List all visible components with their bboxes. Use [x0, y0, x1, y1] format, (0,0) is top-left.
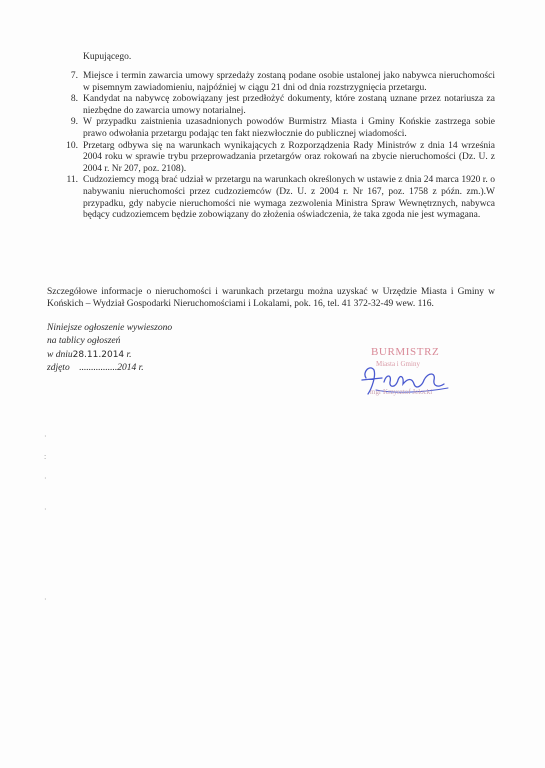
notice-line-4	[47, 362, 297, 375]
removed-date-placeholder: ................2014 r.	[79, 363, 144, 374]
item-number: 9.	[70, 117, 78, 128]
item-text: Miejsce i termin zawarcia umowy sprzedaży zostaną podane osobie ustalonej jako nabywca nieruchomości w pisemnym zawiadomieniu, najpóźniej w ciągu 21 dni od dnia rozstrzygnięcia przetargu.	[83, 71, 495, 93]
item-number: 7.	[70, 71, 78, 81]
list-item	[47, 175, 495, 221]
item-text: W przypadku zaistnienia uzasadnionych powodów Burmistrz Miasta i Gminy Końskie zastrzega sobie prawo odwołania przetargu podając ten fakt niezwłocznie do publicznej wiadomości.	[83, 117, 495, 139]
item-number: 10.	[66, 140, 78, 151]
margin-speck: ·	[44, 474, 47, 483]
notice-line-1: Niniejsze ogłoszenie wywieszono	[47, 323, 173, 333]
notice-line-3	[47, 349, 297, 362]
stamp-title: BURMISTRZ	[371, 346, 440, 358]
item-text: Kandydat na nabywcę zobowiązany jest przedłożyć dokumenty, które zostaną uznane przez notariusza za niezbędne do zawarcia umowy notarialnej.	[83, 94, 495, 116]
contact-info-paragraph: Szczegółowe informacje o nieruchomości i warunkach przetargu można uzyskać w Urzędzie Miasta i Gminy w Końskich – Wydział Gospodarki Nieruchomościami i Lokalami, pok. 16, tel. 41 372-32-49 wew. 116.	[47, 287, 495, 309]
list-item	[47, 141, 495, 176]
list-item	[47, 117, 495, 140]
posted-suffix: r.	[126, 349, 132, 360]
list-item	[47, 71, 495, 94]
mayor-stamp	[356, 346, 476, 402]
list-item	[47, 94, 495, 117]
posted-date: 28.11.2014	[72, 349, 125, 360]
item-number: 11.	[66, 175, 78, 186]
margin-speck: :	[44, 452, 47, 461]
item-text: Cudzoziemcy mogą brać udział w przetargu na warunkach określonych w ustawie z dnia 24 marca 1920 r. o nabywaniu nieruchomości przez cudzoziemców (Dz. U. z 2004 r. Nr 167, poz. 1758 z późn. zm.).W przypadku, gdy nabycie nieruchomości nie wymaga zezwolenia Ministra Spraw Wewnętrznych, nabywca będący cudzoziemcem będzie zobowiązany do złożenia oświadczenia, że taka zgoda nie jest wymagana.	[83, 175, 495, 221]
notice-line-2: na tablicy ogłoszeń	[47, 336, 121, 347]
continuation-text: Kupującego.	[83, 52, 132, 62]
removed-label: zdjęto	[47, 363, 70, 374]
item-number: 8.	[70, 94, 78, 105]
stamp-subtitle: Miasta i Gminy	[376, 360, 420, 368]
conditions-list	[47, 71, 495, 222]
posted-label: w dniu	[47, 349, 73, 360]
stamp-name: mgr Krzysztof Jełocki	[370, 388, 433, 396]
margin-speck: ·	[44, 505, 47, 514]
posting-notice	[47, 322, 297, 376]
item-text: Przetarg odbywa się na warunkach wynikających z Rozporządzenia Rady Ministrów z dnia 14 września 2004 roku w sprawie trybu przeprowadzania przetargów oraz rokowań na zbycie nieruchomości (Dz. U. z 2004 r. Nr 207, poz. 2108).	[83, 140, 495, 174]
margin-speck: ·	[44, 432, 47, 441]
margin-speck: ·	[44, 595, 47, 604]
